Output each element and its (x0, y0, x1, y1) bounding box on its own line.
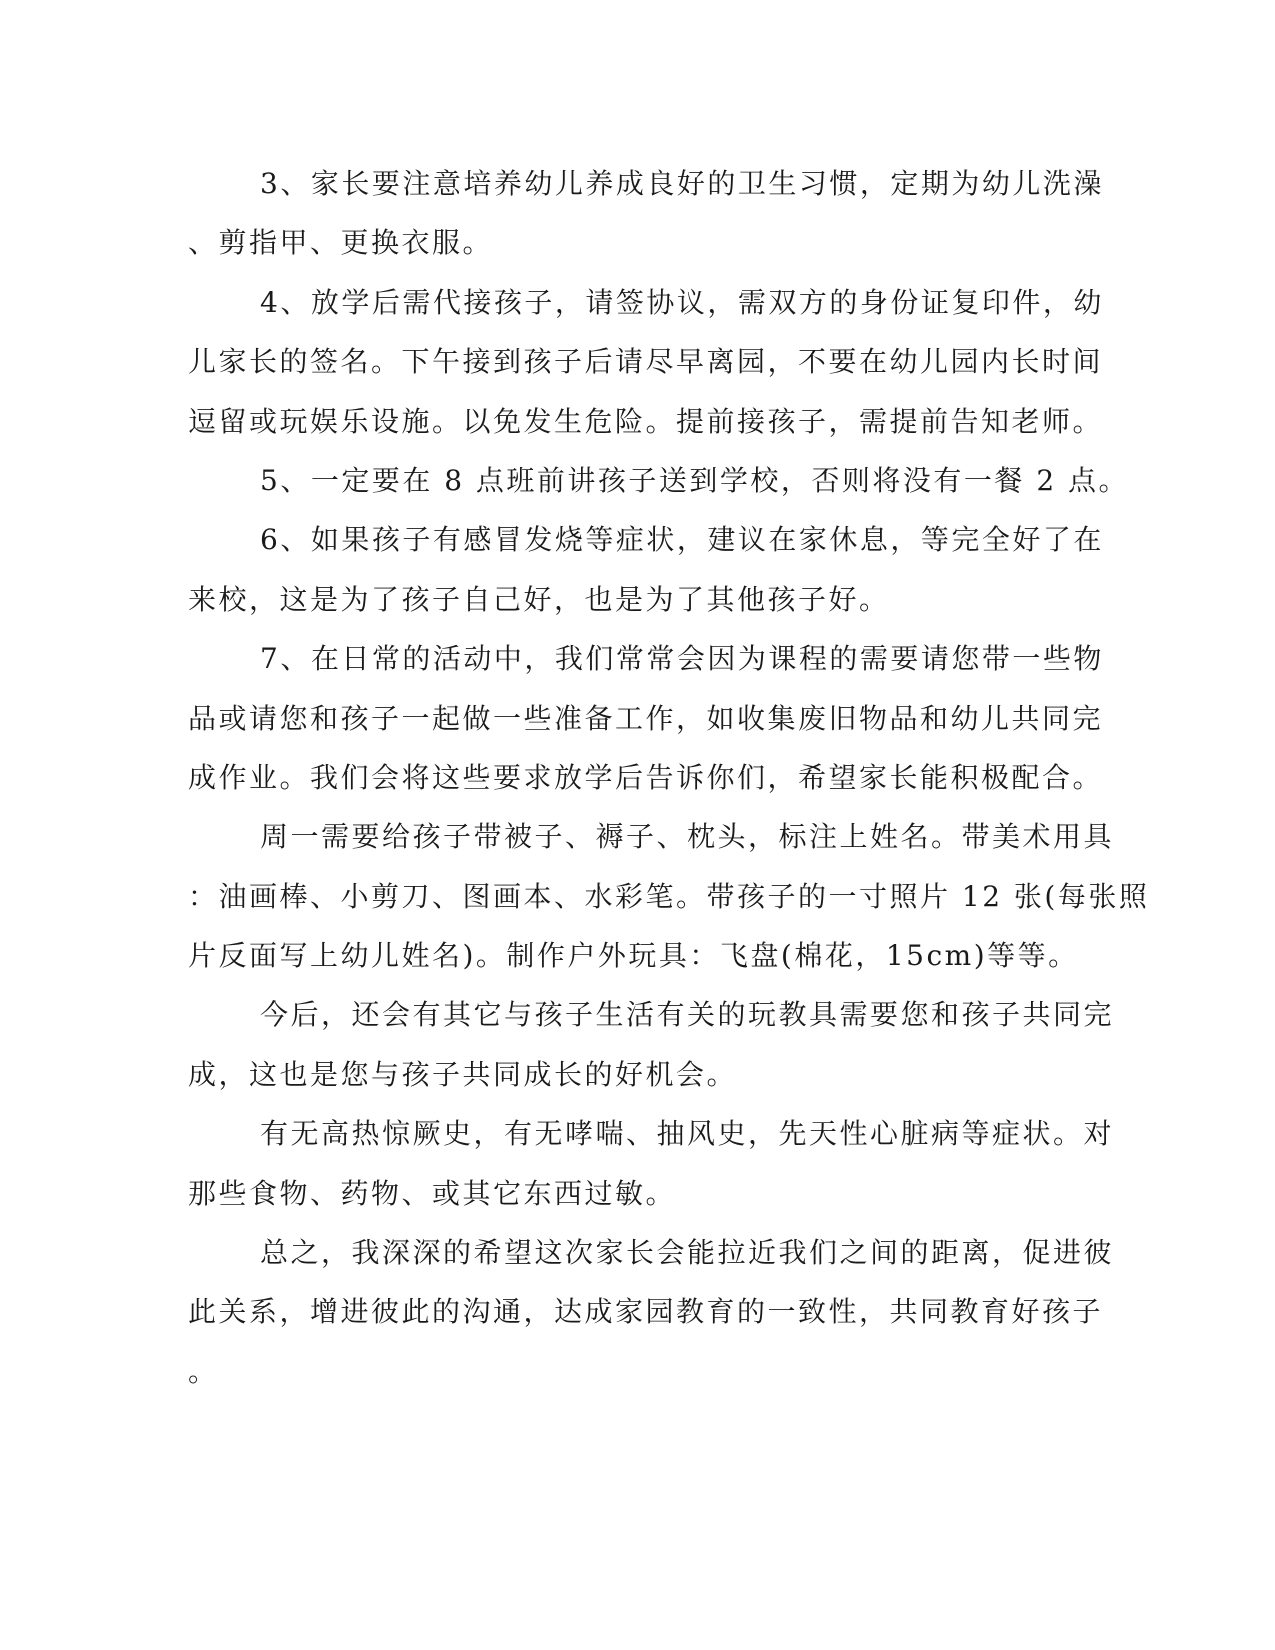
line-future-2: 成，这也是您与孩子共同成长的好机会。 (188, 1057, 738, 1091)
line-future-1: 今后，还会有其它与孩子生活有关的玩教具需要您和孩子共同完 (260, 998, 1115, 1032)
document-body (188, 154, 1150, 1401)
line-monday-1: 周一需要给孩子带被子、褥子、枕头，标注上姓名。带美术用具 (260, 820, 1115, 854)
line-item-6-1: 6、如果孩子有感冒发烧等症状，建议在家休息，等完全好了在 (260, 523, 1104, 557)
line-health-1: 有无高热惊厥史，有无哮喘、抽风史，先天性心脏病等症状。对 (260, 1117, 1115, 1151)
line-item-7-3: 成作业。我们会将这些要求放学后告诉你们，希望家长能积极配合。 (188, 760, 1104, 794)
line-item-4-3: 逗留或玩娱乐设施。以免发生危险。提前接孩子，需提前告知老师。 (188, 404, 1104, 438)
line-item-6-2: 来校，这是为了孩子自己好，也是为了其他孩子好。 (188, 582, 890, 616)
line-item-5-1: 5、一定要在 8 点班前讲孩子送到学校，否则将没有一餐 2 点。 (260, 463, 1130, 497)
line-item-7-1: 7、在日常的活动中，我们常常会因为课程的需要请您带一些物 (260, 642, 1104, 676)
line-item-3-2: 、剪指甲、更换衣服。 (188, 226, 494, 260)
line-monday-3: 片反面写上幼儿姓名)。制作户外玩具：飞盘(棉花，15cm)等等。 (188, 939, 1079, 973)
line-item-4-2: 儿家长的签名。下午接到孩子后请尽早离园，不要在幼儿园内长时间 (188, 345, 1104, 379)
line-summary-1: 总之，我深深的希望这次家长会能拉近我们之间的距离，促进彼 (260, 1236, 1115, 1270)
line-item-4-1: 4、放学后需代接孩子，请签协议，需双方的身份证复印件，幼 (260, 285, 1104, 319)
line-item-3-1: 3、家长要注意培养幼儿养成良好的卫生习惯，定期为幼儿洗澡 (260, 167, 1104, 200)
line-health-2: 那些食物、药物、或其它东西过敏。 (188, 1176, 677, 1210)
line-monday-2: ：油画棒、小剪刀、图画本、水彩笔。带孩子的一寸照片 12 张(每张照 (188, 879, 1150, 913)
line-summary-2: 此关系，增进彼此的沟通，达成家园教育的一致性，共同教育好孩子 (188, 1295, 1104, 1329)
line-item-7-2: 品或请您和孩子一起做一些准备工作，如收集废旧物品和幼儿共同完 (188, 701, 1104, 735)
line-summary-3: 。 (188, 1354, 219, 1388)
